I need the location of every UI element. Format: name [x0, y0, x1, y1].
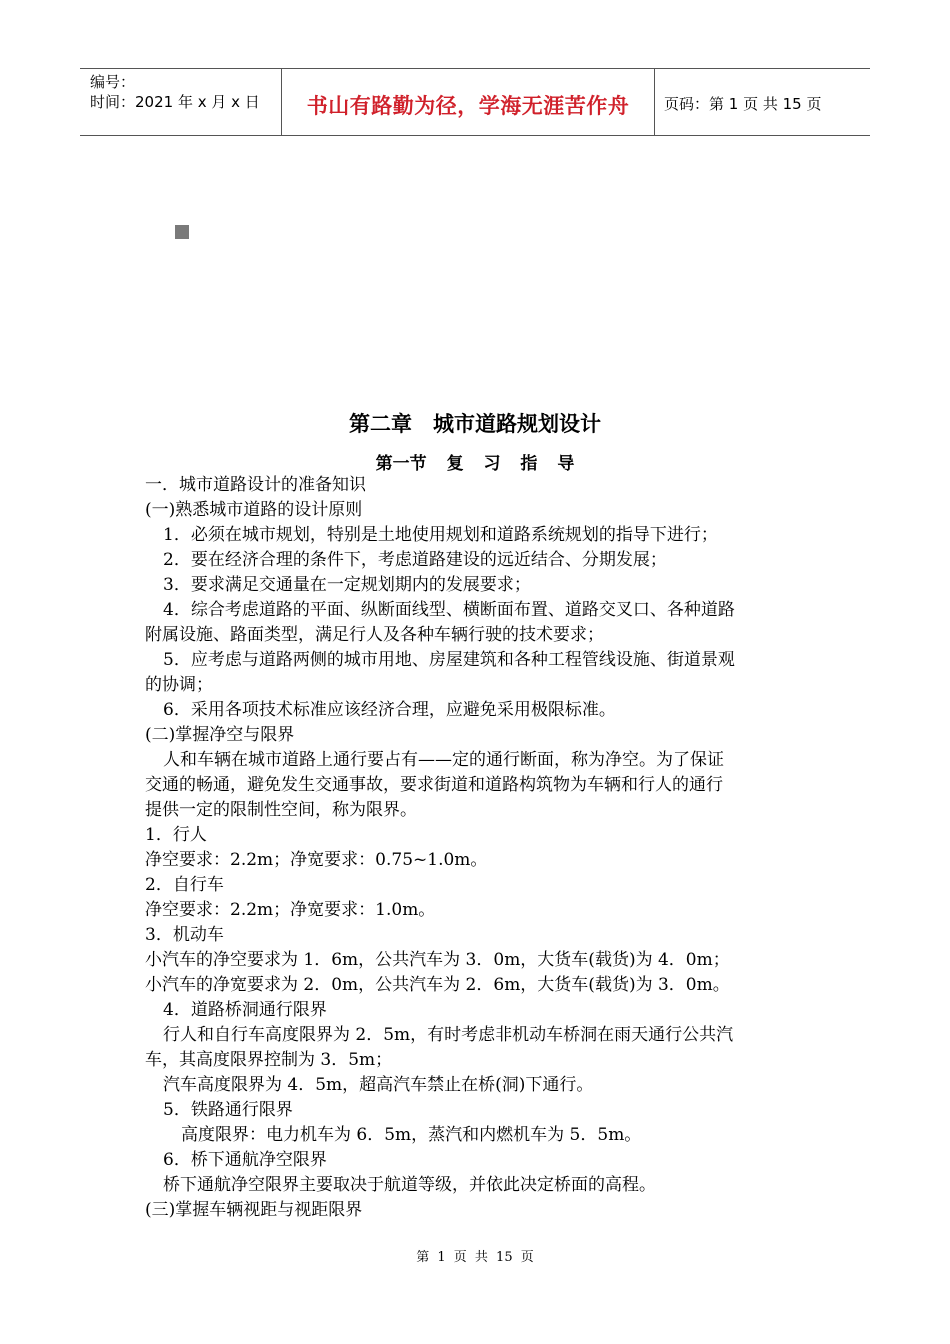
body-line: 6．桥下通航净空限界 — [163, 1150, 327, 1170]
header-top-line — [80, 68, 870, 69]
time-label: 时间：2021 年 x 月 x 日 — [90, 93, 260, 111]
body-line: 人和车辆在城市道路上通行要占有——定的通行断面，称为净空。为了保证 — [163, 750, 724, 770]
body-line: (二)掌握净空与限界 — [145, 725, 295, 745]
body-line: 2．要在经济合理的条件下，考虑道路建设的远近结合、分期发展； — [163, 550, 667, 570]
chapter-title: 第二章 城市道路规划设计 — [349, 412, 601, 436]
body-line: 一．城市道路设计的准备知识 — [145, 475, 366, 495]
body-line: 5．应考虑与道路两侧的城市用地、房屋建筑和各种工程管线设施、街道景观 — [163, 650, 735, 670]
section-title: 第一节 复 习 指 导 — [375, 454, 575, 474]
body-line: 附属设施、路面类型，满足行人及各种车辆行驶的技术要求； — [145, 625, 604, 645]
body-line: 4．道路桥洞通行限界 — [163, 1000, 327, 1020]
body-line: 小汽车的净空要求为 1．6m，公共汽车为 3．0m，大货车(载货)为 4．0m； — [145, 950, 730, 970]
body-line: 净空要求：2.2m；净宽要求：1.0m。 — [145, 900, 436, 920]
body-line: 2．自行车 — [145, 875, 224, 895]
document-body — [145, 473, 810, 1223]
body-line: 4．综合考虑道路的平面、纵断面线型、横断面布置、道路交叉口、各种道路 — [163, 600, 735, 620]
body-line: 的协调； — [145, 675, 213, 695]
body-line: 行人和自行车高度限界为 2．5m，有时考虑非机动车桥洞在雨天通行公共汽 — [163, 1025, 734, 1045]
body-line: 小汽车的净宽要求为 2．0m，公共汽车为 2．6m，大货车(载货)为 3．0m。 — [145, 975, 730, 995]
body-line: 净空要求：2.2m；净宽要求：0.75~1.0m。 — [145, 850, 488, 870]
page-footer: 第 1 页 共 15 页 — [416, 1250, 534, 1265]
body-line: 6．采用各项技术标准应该经济合理，应避免采用极限标准。 — [163, 700, 616, 720]
body-line: 5．铁路通行限界 — [163, 1100, 293, 1120]
body-line: (一)熟悉城市道路的设计原则 — [145, 500, 363, 520]
header-page-info: 页码：第 1 页 共 15 页 — [664, 95, 822, 113]
body-line: 提供一定的限制性空间，称为限界。 — [145, 800, 417, 820]
body-line: 车，其高度限界控制为 3．5m； — [145, 1050, 393, 1070]
number-label: 编号： — [90, 73, 136, 91]
header-divider-2 — [654, 68, 655, 135]
body-line: 1．行人 — [145, 825, 207, 845]
body-line: (三)掌握车辆视距与视距限界 — [145, 1200, 363, 1220]
header-bottom-line — [80, 135, 870, 136]
body-line: 桥下通航净空限界主要取决于航道等级，并依此决定桥面的高程。 — [163, 1175, 656, 1195]
header-motto: 书山有路勤为径，学海无涯苦作舟 — [306, 94, 630, 118]
body-line: 3．机动车 — [145, 925, 224, 945]
square-bullet-icon — [175, 225, 189, 239]
body-line: 高度限界：电力机车为 6．5m，蒸汽和内燃机车为 5．5m。 — [181, 1125, 642, 1145]
body-line: 3．要求满足交通量在一定规划期内的发展要求； — [163, 575, 531, 595]
body-line: 交通的畅通，避免发生交通事故，要求街道和道路构筑物为车辆和行人的通行 — [145, 775, 723, 795]
header-meta — [90, 72, 260, 112]
body-line: 1．必须在城市规划，特别是土地使用规划和道路系统规划的指导下进行； — [163, 525, 718, 545]
body-line: 汽车高度限界为 4．5m，超高汽车禁止在桥(洞)下通行。 — [163, 1075, 594, 1095]
